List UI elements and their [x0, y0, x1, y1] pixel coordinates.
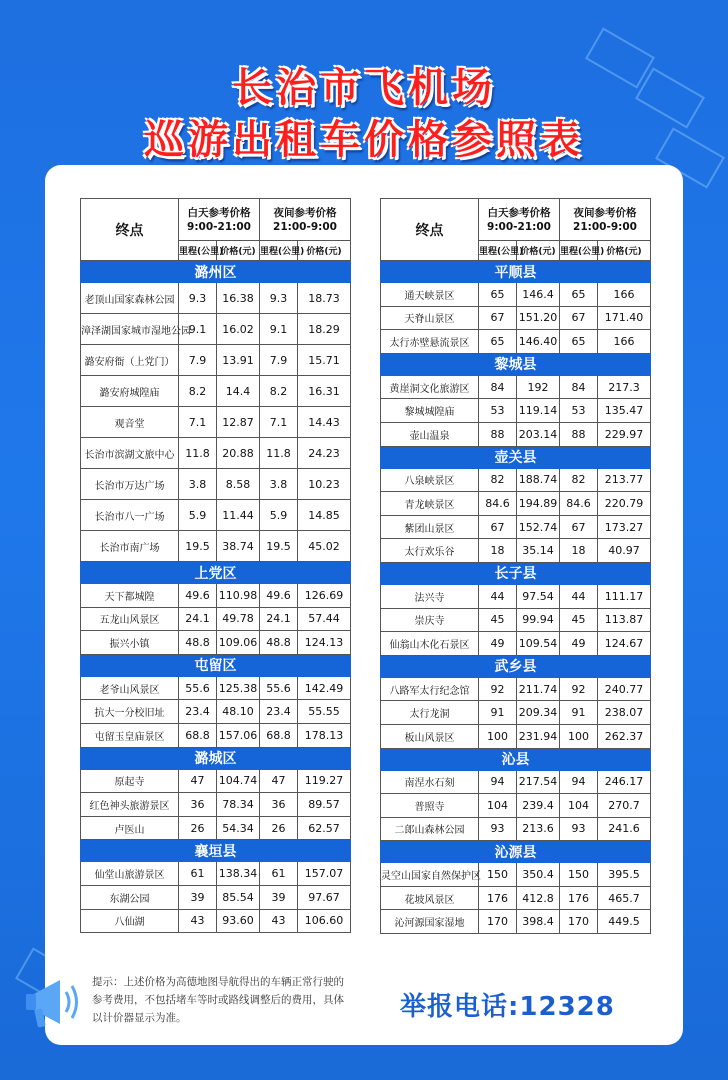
value-cell: 19.5	[260, 531, 298, 562]
section-header: 沁源县	[381, 841, 651, 863]
destination-cell: 老爷山风景区	[81, 676, 179, 700]
value-cell: 61	[179, 862, 217, 886]
value-cell: 65	[479, 283, 517, 307]
value-cell: 65	[479, 330, 517, 354]
value-cell: 97.54	[517, 584, 560, 608]
value-cell: 9.1	[179, 314, 217, 345]
destination-cell: 二郎山森林公园	[381, 817, 479, 841]
table-row	[381, 539, 651, 563]
destination-cell: 漳泽湖国家城市湿地公园	[81, 314, 179, 345]
section-header: 襄垣县	[81, 840, 351, 862]
value-cell: 104	[560, 794, 598, 818]
value-cell: 14.43	[298, 407, 351, 438]
value-cell: 398.4	[517, 910, 560, 934]
value-cell: 3.8	[260, 469, 298, 500]
value-cell: 82	[479, 468, 517, 492]
value-cell: 92	[560, 677, 598, 701]
table-row	[81, 909, 351, 933]
value-cell: 8.58	[217, 469, 260, 500]
value-cell: 94	[560, 770, 598, 794]
value-cell: 57.44	[298, 607, 351, 631]
destination-cell: 普照寺	[381, 794, 479, 818]
value-cell: 48.8	[260, 631, 298, 655]
value-cell: 262.37	[598, 724, 651, 748]
value-cell: 246.17	[598, 770, 651, 794]
value-cell: 43	[179, 909, 217, 933]
value-cell: 16.38	[217, 283, 260, 314]
value-cell: 124.13	[298, 631, 351, 655]
value-cell: 14.4	[217, 376, 260, 407]
destination-cell: 天脊山景区	[381, 306, 479, 330]
destination-cell: 黄崖洞文化旅游区	[381, 375, 479, 399]
value-cell: 43	[260, 909, 298, 933]
value-cell: 23.4	[179, 700, 217, 724]
value-cell: 176	[560, 886, 598, 910]
value-cell: 170	[560, 910, 598, 934]
value-cell: 53	[560, 399, 598, 423]
report-hotline: 举报电话:12328	[400, 992, 615, 1022]
value-cell: 94	[479, 770, 517, 794]
table-row	[81, 816, 351, 840]
value-cell: 36	[260, 793, 298, 817]
section-header: 长子县	[381, 562, 651, 584]
value-cell: 18	[560, 539, 598, 563]
value-cell: 135.47	[598, 399, 651, 423]
value-cell: 7.1	[179, 407, 217, 438]
destination-cell: 八仙湖	[81, 909, 179, 933]
value-cell: 35.14	[517, 539, 560, 563]
value-cell: 45	[560, 608, 598, 632]
value-cell: 45	[479, 608, 517, 632]
value-cell: 8.2	[179, 376, 217, 407]
table-row	[381, 608, 651, 632]
header-label: 白天参考价格	[187, 206, 251, 219]
value-cell: 395.5	[598, 863, 651, 887]
value-cell: 68.8	[179, 723, 217, 747]
value-cell: 11.8	[260, 438, 298, 469]
destination-cell: 原起寺	[81, 769, 179, 793]
price-table-left	[80, 198, 351, 933]
header-time: 9:00-21:00	[187, 220, 251, 233]
value-cell: 7.1	[260, 407, 298, 438]
section-header: 上党区	[81, 562, 351, 584]
table-row	[381, 283, 651, 307]
table-row	[381, 863, 651, 887]
value-cell: 240.77	[598, 677, 651, 701]
value-cell: 45.02	[298, 531, 351, 562]
destination-cell: 法兴寺	[381, 584, 479, 608]
value-cell: 110.98	[217, 584, 260, 608]
destination-cell: 通天峡景区	[381, 283, 479, 307]
table-row	[81, 500, 351, 531]
value-cell: 178.13	[298, 723, 351, 747]
destination-cell: 灵空山国家自然保护区	[381, 863, 479, 887]
value-cell: 85.54	[217, 885, 260, 909]
price-note: 提示：上述价格为高德地图导航得出的车辆正常行驶的参考费用，不包括堵车等时或路线调整后的费用，具体以计价器显示为准。	[92, 976, 344, 1024]
destination-cell: 南涅水石刻	[381, 770, 479, 794]
value-cell: 9.3	[260, 283, 298, 314]
value-cell: 11.44	[217, 500, 260, 531]
value-cell: 53	[479, 399, 517, 423]
value-cell: 119.14	[517, 399, 560, 423]
destination-cell: 老顶山国家森林公园	[81, 283, 179, 314]
table-row	[81, 769, 351, 793]
value-cell: 91	[560, 701, 598, 725]
value-cell: 65	[560, 330, 598, 354]
table-row	[81, 607, 351, 631]
value-cell: 209.34	[517, 701, 560, 725]
value-cell: 350.4	[517, 863, 560, 887]
value-cell: 16.31	[298, 376, 351, 407]
value-cell: 146.40	[517, 330, 560, 354]
table-row	[81, 862, 351, 886]
price-table-right	[380, 198, 651, 934]
table-row	[81, 469, 351, 500]
value-cell: 84.6	[560, 492, 598, 516]
value-cell: 44	[479, 584, 517, 608]
section-header: 屯留区	[81, 654, 351, 676]
table-row	[81, 584, 351, 608]
value-cell: 270.7	[598, 794, 651, 818]
column-header-night	[560, 199, 651, 241]
destination-cell: 红色神头旅游景区	[81, 793, 179, 817]
destination-cell: 长治市滨湖文旅中心	[81, 438, 179, 469]
value-cell: 93	[479, 817, 517, 841]
value-cell: 106.60	[298, 909, 351, 933]
table-row	[381, 515, 651, 539]
value-cell: 9.1	[260, 314, 298, 345]
destination-cell: 五龙山风景区	[81, 607, 179, 631]
value-cell: 36	[179, 793, 217, 817]
destination-cell: 太行赤壁悬流景区	[381, 330, 479, 354]
value-cell: 55.6	[260, 676, 298, 700]
value-cell: 54.34	[217, 816, 260, 840]
value-cell: 166	[598, 330, 651, 354]
value-cell: 465.7	[598, 886, 651, 910]
table-row	[381, 724, 651, 748]
value-cell: 68.8	[260, 723, 298, 747]
table-row	[381, 886, 651, 910]
value-cell: 152.74	[517, 515, 560, 539]
value-cell: 166	[598, 283, 651, 307]
value-cell: 15.71	[298, 345, 351, 376]
destination-cell: 黎城城隍庙	[381, 399, 479, 423]
column-header-night	[260, 199, 351, 241]
table-row	[81, 531, 351, 562]
table-row	[81, 314, 351, 345]
value-cell: 47	[179, 769, 217, 793]
value-cell: 173.27	[598, 515, 651, 539]
value-cell: 48.8	[179, 631, 217, 655]
section-header: 潞城区	[81, 747, 351, 769]
table-row	[381, 399, 651, 423]
value-cell: 49.6	[260, 584, 298, 608]
column-subheader-km: 里程(公里)	[560, 241, 598, 261]
value-cell: 26	[179, 816, 217, 840]
table-row	[381, 770, 651, 794]
column-subheader-price: 价格(元)	[298, 241, 351, 261]
value-cell: 84.6	[479, 492, 517, 516]
column-subheader-km: 里程(公里)	[179, 241, 217, 261]
value-cell: 49	[560, 632, 598, 656]
value-cell: 239.4	[517, 794, 560, 818]
destination-cell: 长治市南广场	[81, 531, 179, 562]
value-cell: 47	[260, 769, 298, 793]
value-cell: 16.02	[217, 314, 260, 345]
destination-cell: 青龙峡景区	[381, 492, 479, 516]
value-cell: 151.20	[517, 306, 560, 330]
table-row	[81, 345, 351, 376]
value-cell: 449.5	[598, 910, 651, 934]
destination-cell: 八泉峡景区	[381, 468, 479, 492]
column-header-destination: 终点	[381, 199, 479, 261]
value-cell: 67	[479, 515, 517, 539]
value-cell: 23.4	[260, 700, 298, 724]
column-subheader-km: 里程(公里)	[479, 241, 517, 261]
value-cell: 412.8	[517, 886, 560, 910]
value-cell: 67	[479, 306, 517, 330]
section-header: 武乡县	[381, 655, 651, 677]
value-cell: 104.74	[217, 769, 260, 793]
value-cell: 19.5	[179, 531, 217, 562]
table-row	[381, 677, 651, 701]
header-time: 21:00-9:00	[573, 220, 637, 233]
page-title-line2: 巡游出租车价格参照表	[144, 117, 584, 163]
value-cell: 24.1	[179, 607, 217, 631]
page-title-line1: 长治市飞机场	[232, 65, 496, 111]
column-header-destination: 终点	[81, 199, 179, 261]
table-row	[381, 701, 651, 725]
value-cell: 49	[479, 632, 517, 656]
value-cell: 241.6	[598, 817, 651, 841]
value-cell: 49.78	[217, 607, 260, 631]
value-cell: 231.94	[517, 724, 560, 748]
value-cell: 62.57	[298, 816, 351, 840]
value-cell: 97.67	[298, 885, 351, 909]
value-cell: 78.34	[217, 793, 260, 817]
column-header-day	[479, 199, 560, 241]
value-cell: 55.55	[298, 700, 351, 724]
value-cell: 12.87	[217, 407, 260, 438]
value-cell: 171.40	[598, 306, 651, 330]
value-cell: 39	[179, 885, 217, 909]
value-cell: 150	[479, 863, 517, 887]
destination-cell: 长治市八一广场	[81, 500, 179, 531]
table-row	[81, 723, 351, 747]
value-cell: 5.9	[179, 500, 217, 531]
value-cell: 91	[479, 701, 517, 725]
value-cell: 5.9	[260, 500, 298, 531]
destination-cell: 沁河源国家湿地	[381, 910, 479, 934]
value-cell: 88	[479, 422, 517, 446]
value-cell: 217.3	[598, 375, 651, 399]
value-cell: 84	[560, 375, 598, 399]
destination-cell: 仙堂山旅游景区	[81, 862, 179, 886]
destination-cell: 紫团山景区	[381, 515, 479, 539]
value-cell: 138.34	[217, 862, 260, 886]
table-row	[81, 793, 351, 817]
value-cell: 7.9	[260, 345, 298, 376]
value-cell: 157.07	[298, 862, 351, 886]
destination-cell: 长治市万达广场	[81, 469, 179, 500]
value-cell: 24.23	[298, 438, 351, 469]
table-row	[81, 438, 351, 469]
value-cell: 211.74	[517, 677, 560, 701]
value-cell: 111.17	[598, 584, 651, 608]
value-cell: 26	[260, 816, 298, 840]
value-cell: 20.88	[217, 438, 260, 469]
value-cell: 44	[560, 584, 598, 608]
value-cell: 99.94	[517, 608, 560, 632]
value-cell: 89.57	[298, 793, 351, 817]
destination-cell: 花坡风景区	[381, 886, 479, 910]
value-cell: 100	[560, 724, 598, 748]
value-cell: 3.8	[179, 469, 217, 500]
table-row	[381, 492, 651, 516]
destination-cell: 仙翁山木化石景区	[381, 632, 479, 656]
destination-cell: 卢医山	[81, 816, 179, 840]
section-header: 潞州区	[81, 261, 351, 283]
value-cell: 8.2	[260, 376, 298, 407]
value-cell: 11.8	[179, 438, 217, 469]
table-row	[81, 885, 351, 909]
value-cell: 39	[260, 885, 298, 909]
destination-cell: 潞安府衙（上党门）	[81, 345, 179, 376]
value-cell: 126.69	[298, 584, 351, 608]
value-cell: 213.6	[517, 817, 560, 841]
value-cell: 188.74	[517, 468, 560, 492]
value-cell: 88	[560, 422, 598, 446]
value-cell: 194.89	[517, 492, 560, 516]
destination-cell: 太行欢乐谷	[381, 539, 479, 563]
column-subheader-price: 价格(元)	[517, 241, 560, 261]
value-cell: 7.9	[179, 345, 217, 376]
value-cell: 18	[479, 539, 517, 563]
section-header: 沁县	[381, 748, 651, 770]
table-row	[81, 376, 351, 407]
value-cell: 14.85	[298, 500, 351, 531]
table-row	[381, 910, 651, 934]
value-cell: 93	[560, 817, 598, 841]
section-header: 黎城县	[381, 353, 651, 375]
value-cell: 170	[479, 910, 517, 934]
destination-cell: 东湖公园	[81, 885, 179, 909]
value-cell: 24.1	[260, 607, 298, 631]
table-row	[81, 631, 351, 655]
destination-cell: 屯留玉皇庙景区	[81, 723, 179, 747]
value-cell: 142.49	[298, 676, 351, 700]
value-cell: 176	[479, 886, 517, 910]
column-subheader-price: 价格(元)	[217, 241, 260, 261]
section-header: 平顺县	[381, 261, 651, 283]
value-cell: 150	[560, 863, 598, 887]
value-cell: 93.60	[217, 909, 260, 933]
value-cell: 109.54	[517, 632, 560, 656]
table-row	[381, 468, 651, 492]
value-cell: 104	[479, 794, 517, 818]
header-label: 夜间参考价格	[573, 206, 637, 219]
value-cell: 40.97	[598, 539, 651, 563]
value-cell: 9.3	[179, 283, 217, 314]
header-label: 白天参考价格	[487, 206, 551, 219]
value-cell: 10.23	[298, 469, 351, 500]
destination-cell: 板山风景区	[381, 724, 479, 748]
value-cell: 217.54	[517, 770, 560, 794]
table-row	[381, 306, 651, 330]
value-cell: 100	[479, 724, 517, 748]
table-row	[381, 632, 651, 656]
value-cell: 84	[479, 375, 517, 399]
table-row	[381, 375, 651, 399]
column-header-day	[179, 199, 260, 241]
value-cell: 213.77	[598, 468, 651, 492]
megaphone-icon	[20, 972, 86, 1032]
table-row	[81, 407, 351, 438]
value-cell: 146.4	[517, 283, 560, 307]
destination-cell: 天下都城隍	[81, 584, 179, 608]
destination-cell: 潞安府城隍庙	[81, 376, 179, 407]
table-row	[81, 283, 351, 314]
value-cell: 49.6	[179, 584, 217, 608]
value-cell: 238.07	[598, 701, 651, 725]
table-row	[381, 422, 651, 446]
value-cell: 203.14	[517, 422, 560, 446]
table-row	[381, 817, 651, 841]
table-row	[81, 676, 351, 700]
value-cell: 18.73	[298, 283, 351, 314]
value-cell: 67	[560, 515, 598, 539]
value-cell: 124.67	[598, 632, 651, 656]
table-row	[381, 584, 651, 608]
destination-cell: 观音堂	[81, 407, 179, 438]
value-cell: 55.6	[179, 676, 217, 700]
header-time: 21:00-9:00	[273, 220, 337, 233]
destination-cell: 八路军太行纪念馆	[381, 677, 479, 701]
value-cell: 192	[517, 375, 560, 399]
value-cell: 65	[560, 283, 598, 307]
table-row	[381, 330, 651, 354]
section-header: 壶关县	[381, 446, 651, 468]
value-cell: 113.87	[598, 608, 651, 632]
value-cell: 18.29	[298, 314, 351, 345]
destination-cell: 壶山温泉	[381, 422, 479, 446]
value-cell: 229.97	[598, 422, 651, 446]
value-cell: 119.27	[298, 769, 351, 793]
value-cell: 92	[479, 677, 517, 701]
value-cell: 82	[560, 468, 598, 492]
value-cell: 109.06	[217, 631, 260, 655]
table-row	[81, 700, 351, 724]
value-cell: 220.79	[598, 492, 651, 516]
value-cell: 48.10	[217, 700, 260, 724]
value-cell: 38.74	[217, 531, 260, 562]
value-cell: 61	[260, 862, 298, 886]
header-time: 9:00-21:00	[487, 220, 551, 233]
destination-cell: 振兴小镇	[81, 631, 179, 655]
header-label: 夜间参考价格	[273, 206, 337, 219]
destination-cell: 抗大一分校旧址	[81, 700, 179, 724]
column-subheader-km: 里程(公里)	[260, 241, 298, 261]
table-row	[381, 794, 651, 818]
column-subheader-price: 价格(元)	[598, 241, 651, 261]
value-cell: 157.06	[217, 723, 260, 747]
value-cell: 67	[560, 306, 598, 330]
destination-cell: 崇庆寺	[381, 608, 479, 632]
value-cell: 125.38	[217, 676, 260, 700]
value-cell: 13.91	[217, 345, 260, 376]
destination-cell: 太行龙洞	[381, 701, 479, 725]
